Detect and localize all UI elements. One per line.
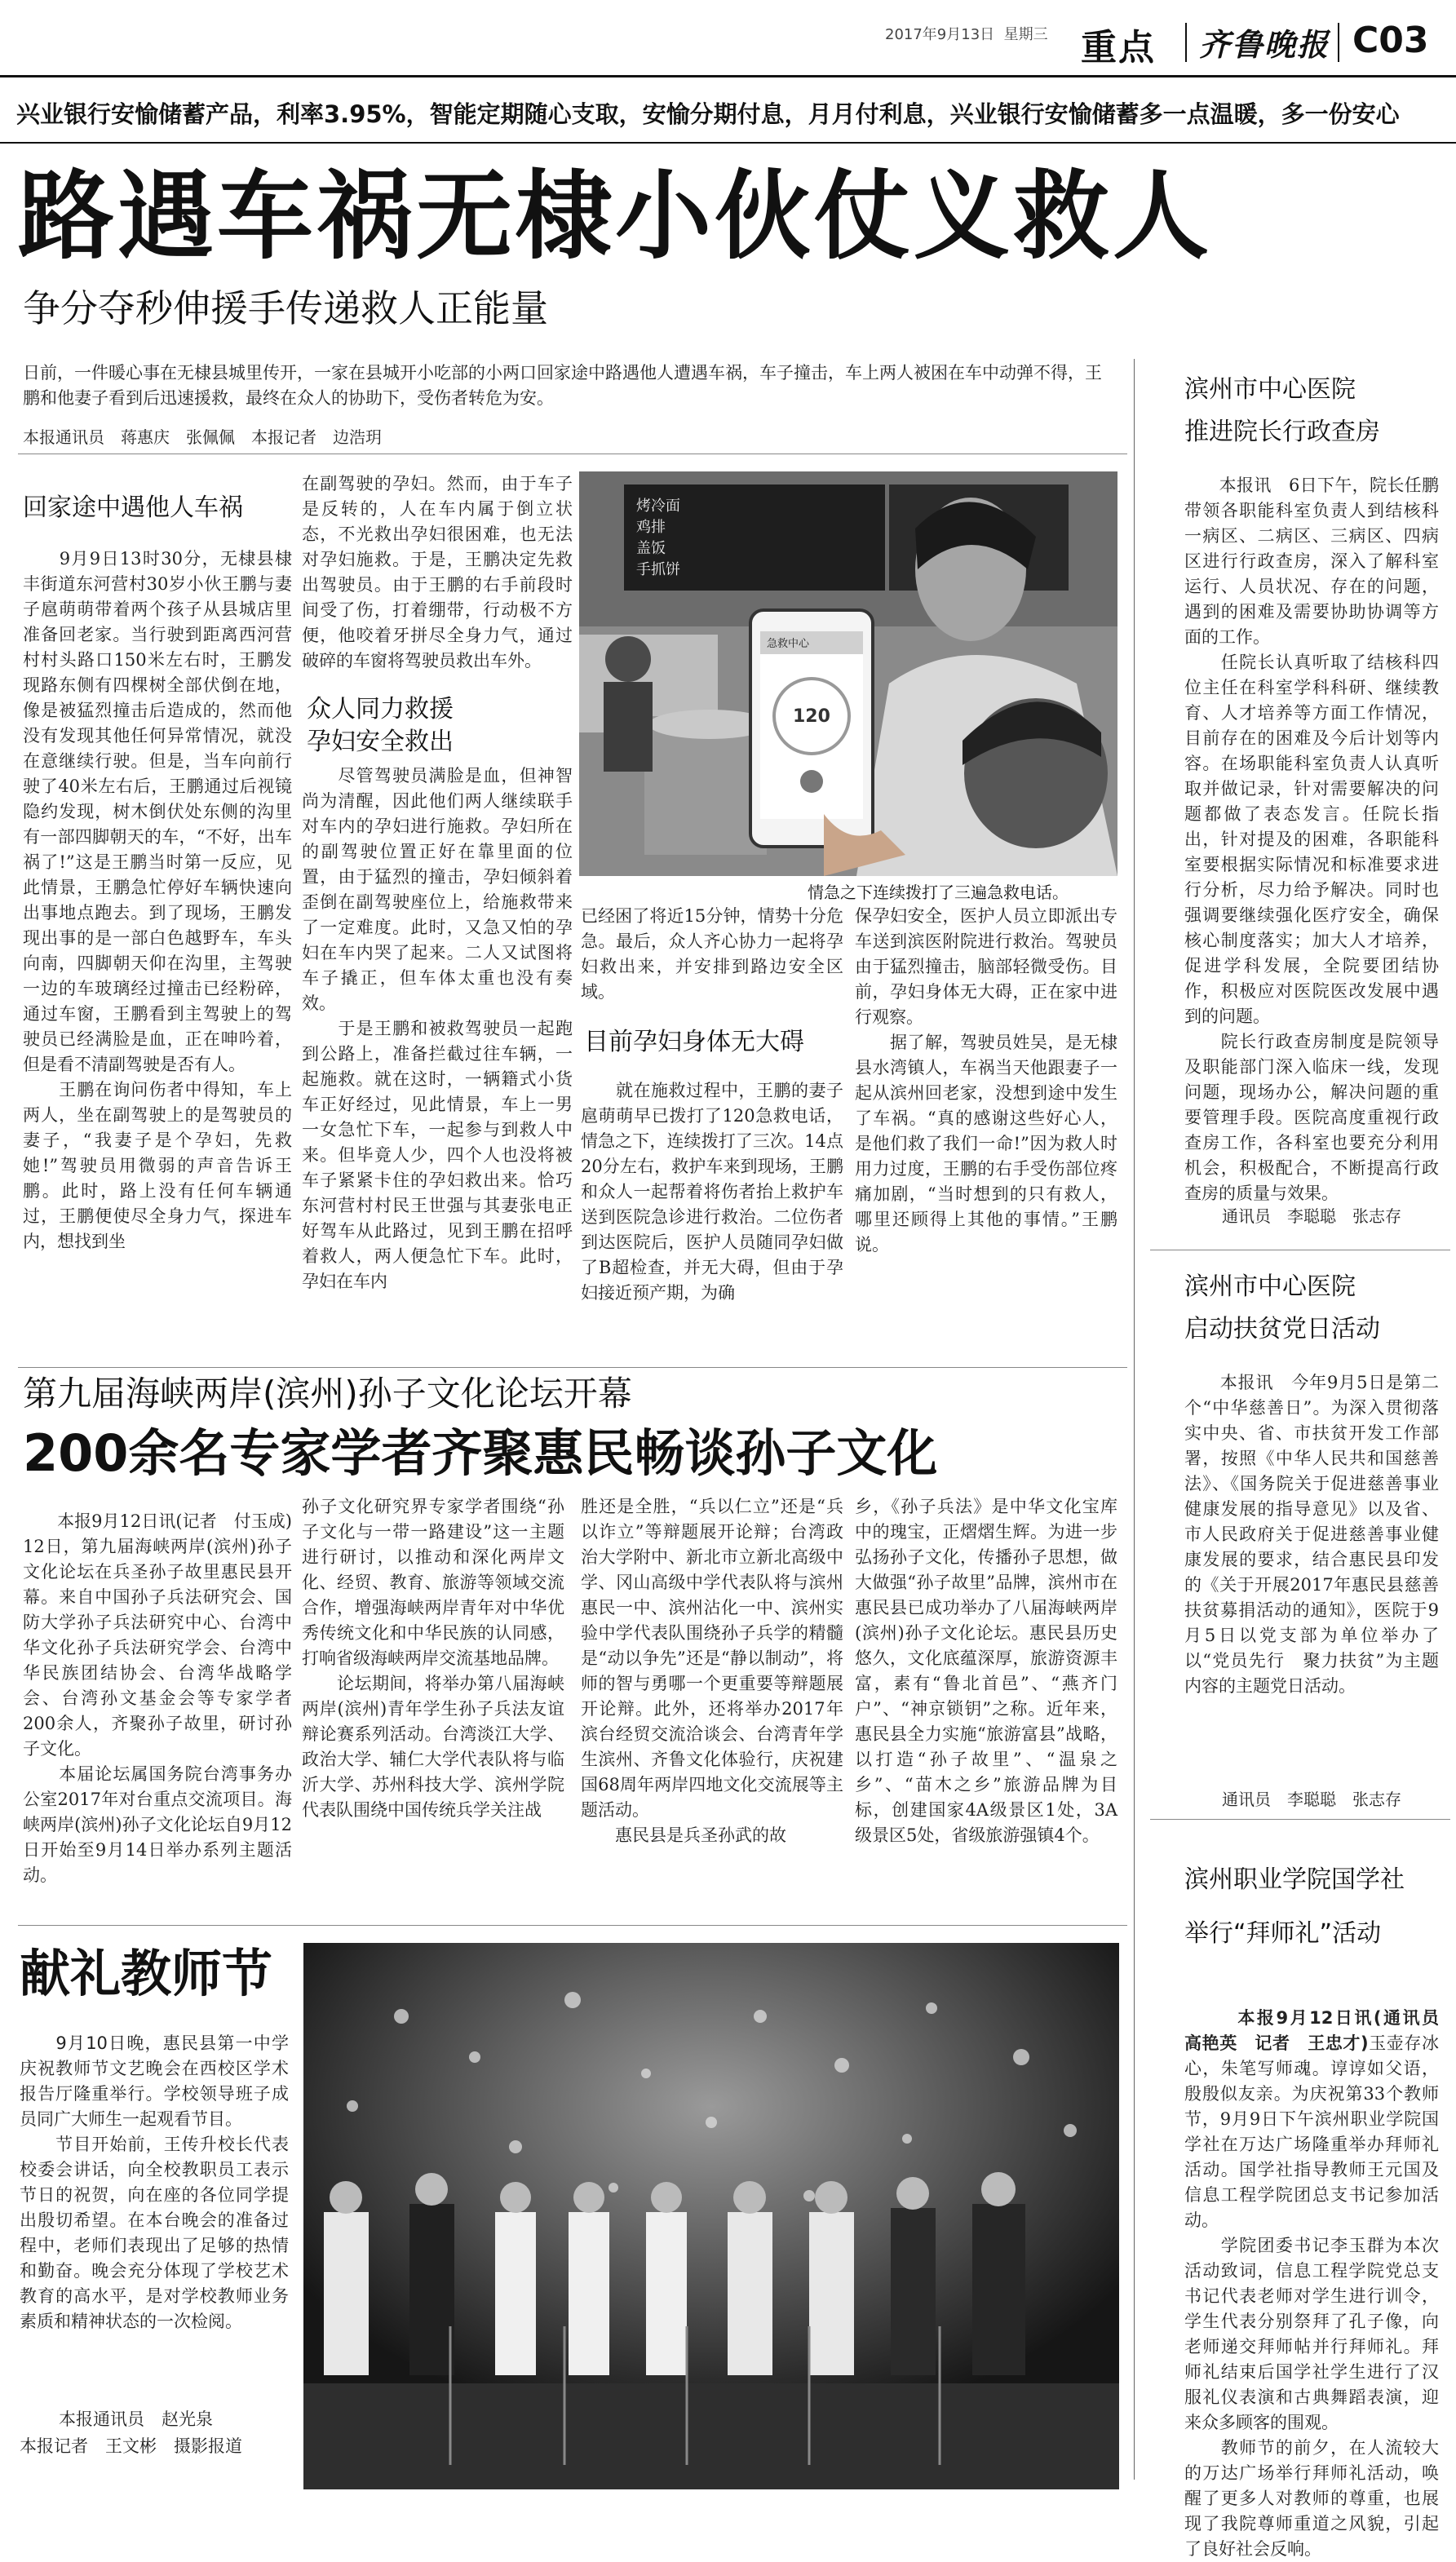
article1-section2-title: 众人同力救援 孕妇安全救出 [307, 695, 454, 756]
article1-photo [579, 471, 1117, 876]
article3-headline: 献礼教师节 [20, 1944, 273, 2003]
sidebar1-byline: 通讯员 李聪聪 张志存 [1222, 1206, 1401, 1226]
sidebar1-title: 滨州市中心医院 推进院长行政查房 [1184, 375, 1380, 446]
sidebar2-title: 滨州市中心医院 启动扶贫党日活动 [1184, 1272, 1380, 1343]
stage-performance-illustration [303, 1943, 1119, 2489]
date-text: 2017年9月13日 [885, 26, 995, 43]
article3-body: 9月10日晚，惠民县第一中学庆祝教师节文艺晚会在西校区学术报告厅隆重举行。学校领导班子成员同广大师生一起观看节目。 节目开始前，王传升校长代表校委会讲话，向全校教职员工表示节日的祝贺，向在座的各位同学提出殷切希望。在本台晚会的准备过程中，老师们表现出了足够的热情和勤奋。晚会充分体现了学校艺术教育的高水平，是对学校教师业务素质和精神状态的一次检阅。 [20, 2033, 289, 2331]
article2-top-rule [18, 1367, 1127, 1368]
section-name: 重点 [1081, 27, 1156, 69]
article1-subheadline: 争分夺秒伸援手传递救人正能量 [23, 286, 548, 330]
sidebar3-lead: 本报9月12日讯(通讯员 高艳英 记者 王忠才) [1184, 2008, 1456, 2053]
menu-item: 烤冷面 [636, 498, 680, 515]
article1-lede: 日前，一件暖心事在无棣县城里传开，一家在县城开小吃部的小两口回家途中路遇他人遭遇车祸，车子撞击，车上两人被困在车中动弹不得，王鹏和他妻子看到后迅速援救，最终在众人的协助下，受伤者转危为安。 [23, 363, 1102, 408]
menu-item: 盖饭 [636, 540, 666, 557]
weekday-text: 星期三 [1003, 26, 1048, 43]
sidebar-divider [1134, 359, 1135, 2480]
article1-section3-title: 目前孕妇身体无大碍 [584, 1028, 804, 1056]
sidebar3-title: 滨州职业学院国学社 举行“拜师礼”活动 [1184, 1865, 1405, 1948]
header-date [885, 23, 1048, 44]
article1-col4: 保孕妇安全，医护人员立即派出专车送到滨医附院进行救治。驾驶员由于猛烈撞击，脑部轻微受伤。目前，孕妇身体无大碍，正在家中进行观察。 据了解，驾驶员姓吴，是无棣县水湾镇人，车祸当天他跟妻子一起从滨州回老家，没想到途中发生了车祸。“真的感谢这些好心人，是他们救了我们一命!”因为救人时用力过度，王鹏的右手受伤部位疼痛加剧，“当时想到的只有救人，哪里还顾得上其他的事情。”王鹏说。 [855, 906, 1117, 1254]
article2-col2: 孙子文化研究界专家学者围绕“孙子文化与一带一路建设”这一主题进行研讨，以推动和深化两岸文化、经贸、教育、旅游等领域交流合作，增强海峡两岸青年对中华优秀传统文化和中华民族的认同感，打响省级海峡两岸交流基地品牌。 论坛期间，将举办第八届海峡两岸(滨州)青年学生孙子兵法友谊辩论赛系列活动。台湾淡江大学、政治大学、辅仁大学代表队将与临沂大学、苏州科技大学、滨州学院代表队围绕中国传统兵学关注战 [302, 1497, 564, 1820]
menu-item: 手抓饼 [636, 561, 680, 578]
article3-top-rule [18, 1925, 1127, 1926]
article1-photo-caption: 情急之下连续拨打了三遍急救电话。 [808, 883, 1069, 902]
article3-photo [303, 1943, 1119, 2489]
page-number: C03 [1352, 20, 1429, 61]
article1-section1-title: 回家途中遇他人车祸 [23, 493, 243, 522]
header-divider-2 [1338, 23, 1339, 62]
header-rule [0, 75, 1456, 77]
phone-screen-number: 120 [793, 706, 830, 727]
sidebar1-body: 本报讯 6日下午，院长任鹏带领各职能科室负责人到结核科一病区、二病区、三病区、四病区进行行政查房，深入了解科室运行、人员状况、存在的问题，遇到的困难及需要协助协调等方面的工作。 任院长认真听取了结核科四位主任在科室学科科研、继续教育、人才培养等方面工作情况，目前存在的困难及今后计划等内容。在场职能科室负责人认真听取并做记录，针对需要解决的问题都做了表态发言。任院长指出，针对提及的困难，各职能科室要根据实际情况和标准要求进行分析，尽力给予解决。同时也强调要继续强化医疗安全，确保核心制度落实；加大人才培养，促进学科发展，全院要团结协作，积极应对医院医改发展中遇到的问题。 院长行政查房制度是院领导及职能部门深入临床一线，发现问题，现场办公，解决问题的重要管理手段。医院高度重视行政查房工作，各科室也要充分利用机会，积极配合，不断提高行政查房的质量与效果。 [1184, 476, 1439, 1203]
sidebar2-rule [1150, 1819, 1450, 1820]
article1-byline: 本报通讯员 蒋惠庆 张佩佩 本报记者 边浩玥 [23, 427, 382, 447]
article2-headline: 200余名专家学者齐聚惠民畅谈孙子文化 [23, 1423, 938, 1483]
article1-col2b: 尽管驾驶员满脸是血，但神智尚为清醒，因此他们两人继续联手对车内的孕妇进行施救。孕妇所在的副驾驶位置正好在靠里面的位置，由于猛烈的撞击，孕妇倾斜着歪倒在副驾驶座位上，给施救带来了一定难度。此时，又急又怕的孕妇在车内哭了起来。二人又试图将车子撬正，但车体太重也没有奏效。 于是王鹏和被救驾驶员一起跑到公路上，准备拦截过往车辆，一起施救。就在这时，一辆籍式小货车正好经过，见此情景，车上一男一女急忙下车，一起参与到救人中来。但毕竟人少，四个人也没将被车子紧紧卡住的孕妇救出来。恰巧东河营村村民王世强与其妻张电正好驾车从此路过，见到王鹏在招呼着救人，两人便急忙下车。此时，孕妇在车内 [302, 766, 573, 1291]
article2-col4: 乡，《孙子兵法》是中华文化宝库中的瑰宝，正熠熠生辉。为进一步弘扬孙子文化，传播孙子思想，做大做强“孙子故里”品牌，滨州市在惠民县已成功举办了八届海峡两岸(滨州)孙子文化论坛。惠民县历史悠久，文化底蕴深厚，旅游资源丰富，素有“鲁北首邑”、“燕齐门户”、“神京锁钥”之称。近年来，惠民县全力实施“旅游富县”战略，以打造“孙子故里”、“温泉之乡”、“苗木之乡”旅游品牌为目标，创建国家4A级景区1处，3A级景区5处，省级旅游强镇4个。 [855, 1497, 1117, 1845]
restaurant-menu [636, 496, 873, 581]
sidebar3-body [1184, 1980, 1456, 2559]
sidebar2-body: 本报讯 今年9月5日是第二个“中华慈善日”。为深入贯彻落实中央、省、市扶贫开发工作部署，按照《中华人民共和国慈善法》、《国务院关于促进慈善事业健康发展的指导意见》以及省、市人民政府关于促进慈善事业健康发展的要求，结合惠民县印发的《关于开展2017年惠民县慈善扶贫募捐活动的通知》，医院于9月5日以党支部为单位举办了以“党员先行 聚力扶贫”为主题内容的主题党日活动。 [1184, 1373, 1439, 1696]
paper-logo: 齐鲁晚报 [1199, 26, 1330, 63]
article2-col3: 胜还是全胜，“兵以仁立”还是“兵以诈立”等辩题展开论辩；台湾政治大学附中、新北市立新北高级中学、冈山高级中学代表队将与滨州惠民一中、滨州沾化一中、滨州实验中学代表队围绕孙子兵学的精髓是“动以争先”还是“静以制动”，将师的智与勇哪一个更重要等辩题展开论辩。此外，还将举办2017年滨台经贸交流洽谈会、台湾青年学生滨州、齐鲁文化体验行，庆祝建国68周年两岸四地文化交流展等主题活动。 惠民县是兵圣孙武的故 [581, 1497, 843, 1845]
header-divider-1 [1185, 23, 1187, 62]
article2-kicker: 第九届海峡两岸(滨州)孙子文化论坛开幕 [23, 1374, 632, 1414]
article2-col1: 本报9月12日讯(记者 付玉成) 12日，第九届海峡两岸(滨州)孙子文化论坛在兵圣孙子故里惠民县开幕。来自中国孙子兵法研究会、国防大学孙子兵法研究中心、台湾中华文化孙子兵法研究学会、台湾中华民族团结协会、台湾华战略学会、台湾孙文基金会等专家学者200余人，齐聚孙子故里，研讨孙子文化。 本届论坛属国务院台湾事务办公室2017年对台重点交流项目。海峡两岸(滨州)孙子文化论坛自9月12日开始至9月14日举办系列主题活动。 [23, 1511, 292, 1885]
banner-ad: 兴业银行安愉储蓄产品，利率3.95%，智能定期随心支取，安愉分期付息，月月付利息，兴业银行安愉储蓄多一点温暖，多一份安心 [16, 100, 1400, 128]
article1-col1: 9月9日13时30分，无棣县棣丰街道东河营村30岁小伙王鹏与妻子扈萌萌带着两个孩子从县城店里准备回老家。当行驶到距离西河营村村头路口150米左右时，王鹏发现路东侧有四棵树全部伏倒在地，像是被猛烈撞击后造成的，然而他没有发现其他任何异常情况，就没在意继续行驶。但是，当车向前行驶了40米左右后，王鹏通过后视镜隐约发现，树木倒伏处东侧的沟里有一部四脚朝天的车，“不好，出车祸了!”这是王鹏当时第一反应，见此情景，王鹏急忙停好车辆快速向出事地点跑去。到了现场，王鹏发现出事的是一部白色越野车，车头向南，四脚朝天仰在沟里，主驾驶一边的车玻璃经过撞击已经粉碎，通过车窗，王鹏看到主驾驶上的驾驶员已经满脸是血，正在呻吟着，但是看不清副驾驶是否有人。 王鹏在询问伤者中得知，车上两人，坐在副驾驶上的是驾驶员的妻子，“我妻子是个孕妇，先救她!”驾驶员用微弱的声音告诉王鹏。此时，路上没有任何车辆通过，王鹏便使尽全身力气，探进车内，想找到坐 [23, 549, 292, 1251]
phone-screen-title: 急救中心 [767, 638, 810, 650]
article1-col2: 在副驾驶的孕妇。然而，由于车子是反转的，人在车内属于倒立状态，不光救出孕妇很困难，也无法对孕妇施救。于是，王鹏决定先救出驾驶员。由于王鹏的右手前段时间受了伤，打着绷带，行动极不方便，他咬着牙拼尽全身力气，通过破碎的车窗将驾驶员救出车外。 [302, 474, 573, 670]
article1-col3b: 就在施救过程中，王鹏的妻子扈萌萌早已拨打了120急救电话，情急之下，连续拨打了三次。14点20分左右，救护车来到现场，王鹏和众人一起帮着将伤者抬上救护车送到医院急诊进行救治。二位伤者到达医院后，医护人员随同孕妇做了B超检查，并无大碍，但由于孕妇接近预产期，为确 [581, 1081, 843, 1303]
article1-col3: 已经困了将近15分钟，情势十分危急。最后，众人齐心协力一起将孕妇救出来，并安排到路边安全区域。 [581, 906, 843, 1002]
article1-headline: 路遇车祸无棣小伙仗义救人 [18, 160, 1213, 272]
sidebar2-byline: 通讯员 李聪聪 张志存 [1222, 1790, 1401, 1809]
sidebar3-body-text: 玉壶存冰心，朱笔写师魂。谆谆如父语，殷殷似友亲。为庆祝第33个教师节，9月9日下午滨州职业学院国学社在万达广场隆重举办拜师礼活动。国学社指导教师王元国及信息工程学院团总支书记参加活动。 学院团委书记李玉群为本次活动致词，信息工程学院党总支书记代表老师对学生进行训令，学生代表分别祭拜了孔子像，向老师递交拜师帖并行拜师礼。拜师礼结束后国学社学生进行了汉服礼仪表演和古典舞蹈表演，迎来众多顾客的围观。 教师节的前夕，在人流较大的万达广场举行拜师礼活动，唤醒了更多人对教师的尊重，也展现了我院尊师重道之风貌，引起了良好社会反响。 [1184, 2033, 1439, 2559]
article3-byline1: 本报通讯员 赵光泉 [59, 2409, 213, 2429]
article3-byline2: 本报记者 王文彬 摄影报道 [20, 2436, 242, 2456]
menu-item: 鸡排 [636, 519, 666, 536]
banner-rule [0, 142, 1456, 144]
